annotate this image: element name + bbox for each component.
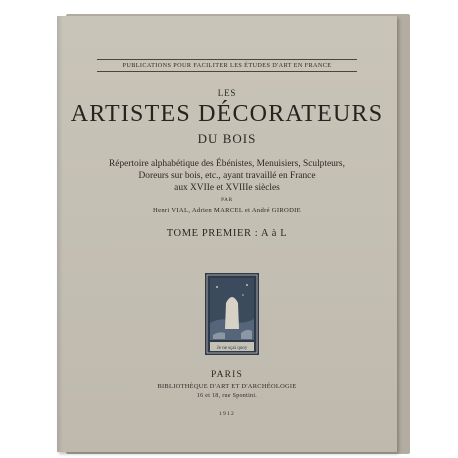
publisher-name: BIBLIOTHÈQUE D'ART ET D'ARCHÉOLOGIE — [157, 383, 297, 390]
series-banner: PUBLICATIONS POUR FACILITER LES ÉTUDES D'ART EN FRANCE — [97, 59, 357, 72]
description-line-2: Doreurs sur bois, etc., ayant travaillé en France — [138, 171, 316, 181]
book-cover — [57, 16, 397, 452]
publisher-address: 16 et 18, rue Spontini. — [196, 393, 258, 399]
book-title: ARTISTES DÉCORATEURS — [70, 101, 384, 127]
description-line-1: Répertoire alphabétique des Ébénistes, Menuisiers, Sculpteurs, — [109, 159, 345, 169]
description-line-3: aux XVIIe et XVIIIe siècles — [174, 183, 280, 193]
publisher-mark-motto: Je ne sçai quoy — [216, 346, 248, 351]
title-pre: LES — [217, 88, 237, 98]
par-label: PAR — [221, 198, 233, 203]
authors: Henri VIAL, Adrien MARCEL et André GIRODIE — [153, 207, 301, 214]
city: PARIS — [210, 370, 244, 380]
book-subtitle: DU BOIS — [197, 131, 257, 146]
publication-year: 1912 — [219, 411, 235, 417]
volume-label: TOME PREMIER : A à L — [166, 228, 288, 239]
publisher-mark-icon — [205, 273, 259, 355]
